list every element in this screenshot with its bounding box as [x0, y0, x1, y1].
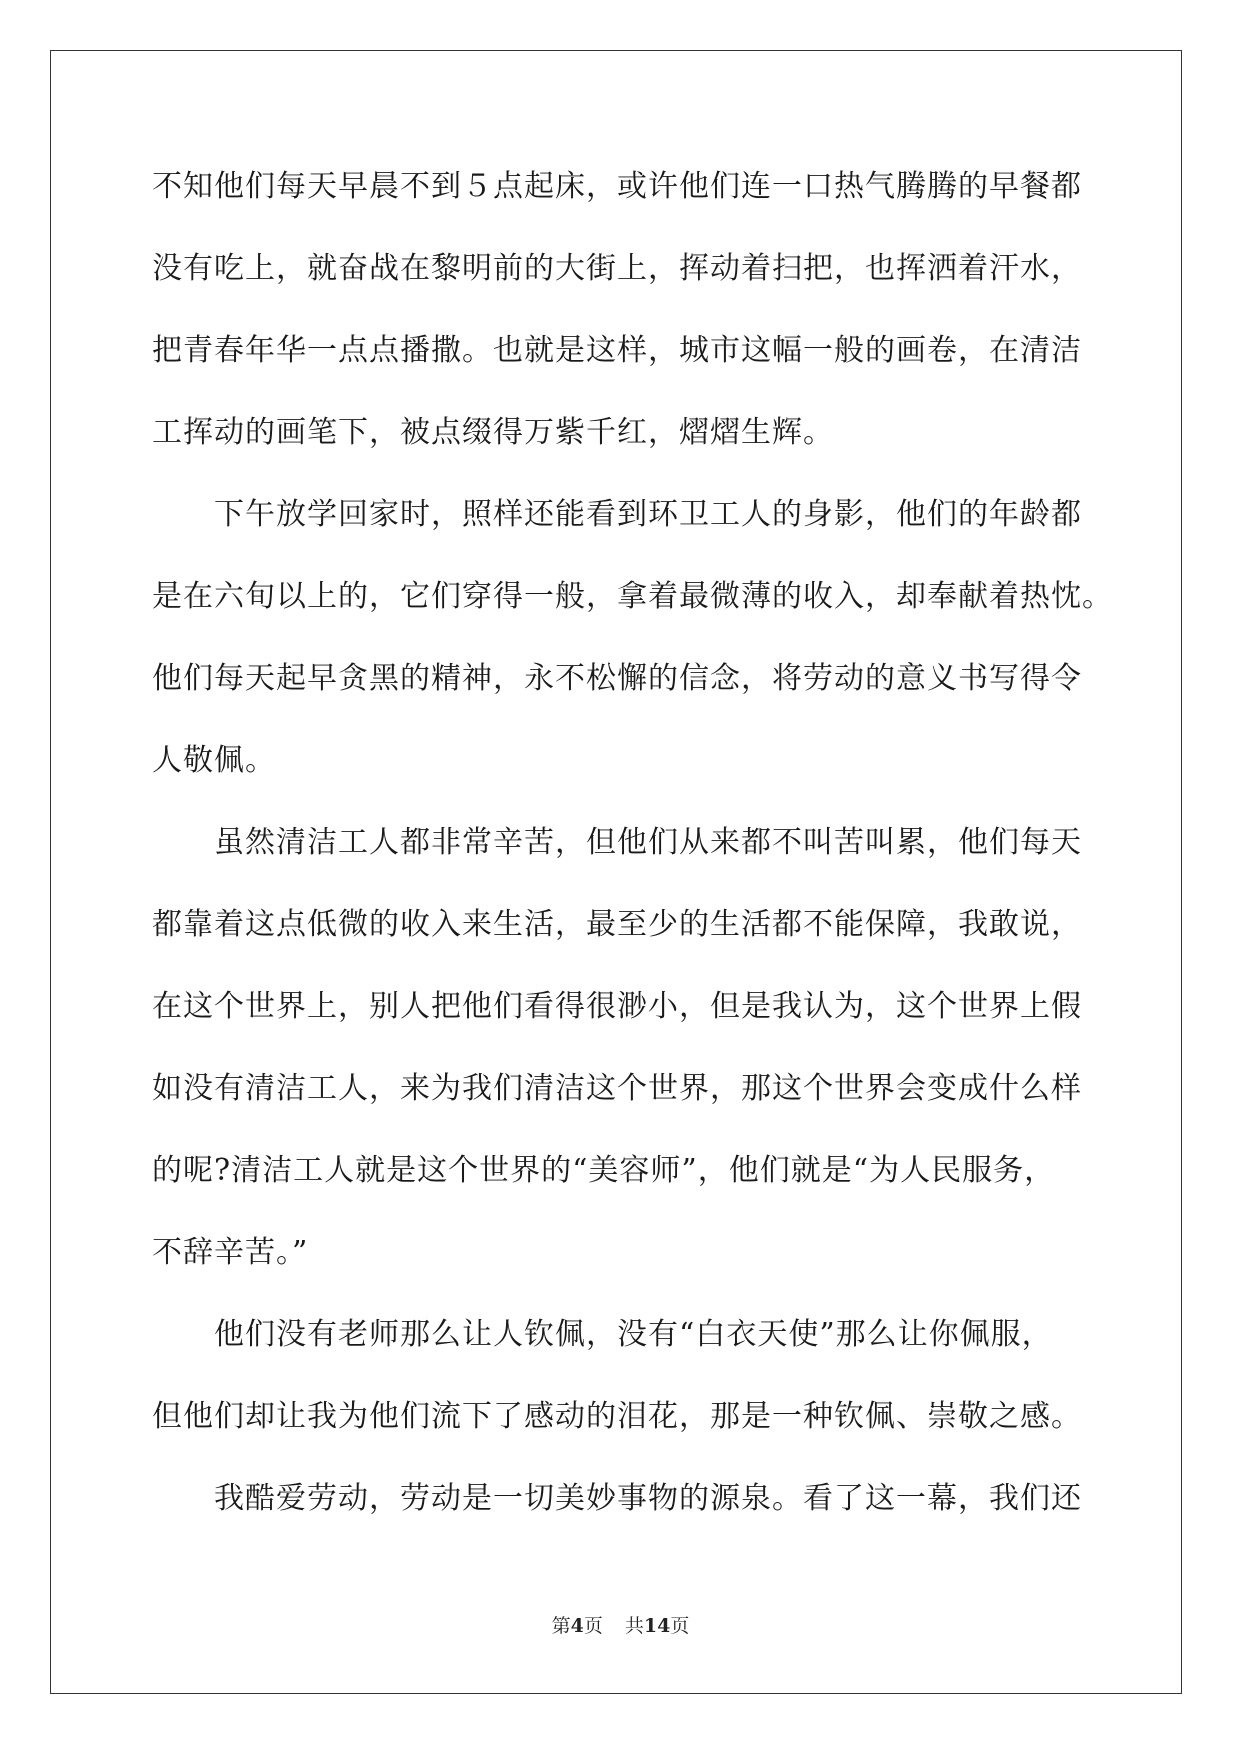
- text-line: 下午放学回家时，照样还能看到环卫工人的身影，他们的年龄都: [152, 497, 1082, 532]
- text-line: 不知他们每天早晨不到５点起床，或许他们连一口热气腾腾的早餐都: [152, 169, 1082, 204]
- page-suffix: 页: [583, 1615, 603, 1637]
- text-line: 我酷爱劳动，劳动是一切美妙事物的源泉。看了这一幕，我们还: [152, 1481, 1082, 1516]
- document-body: [152, 163, 1113, 1557]
- text-line: 都靠着这点低微的收入来生活，最至少的生活都不能保障，我敢说，: [152, 907, 1082, 942]
- text-line: 他们每天起早贪黑的精神，永不松懈的信念，将劳动的意义书写得令: [152, 661, 1082, 696]
- total-prefix: 共: [624, 1615, 644, 1637]
- text-line: 是在六旬以上的，它们穿得一般，拿着最微薄的收入，却奉献着热忱。: [152, 579, 1113, 614]
- text-line: 在这个世界上，别人把他们看得很渺小，但是我认为，这个世界上假: [152, 989, 1082, 1024]
- text-line: 虽然清洁工人都非常辛苦，但他们从来都不叫苦叫累，他们每天: [152, 825, 1082, 860]
- page-prefix: 第: [551, 1615, 571, 1637]
- text-line: 他们没有老师那么让人钦佩，没有“白衣天使”那么让你佩服，: [152, 1317, 1053, 1352]
- text-line: 的呢?清洁工人就是这个世界的“美容师”，他们就是“为人民服务，: [152, 1153, 1056, 1188]
- text-line: 把青春年华一点点播撒。也就是这样，城市这幅一般的画卷，在清洁: [152, 333, 1082, 368]
- text-line: 人敬佩。: [152, 743, 276, 778]
- total-pages: 14: [643, 1615, 671, 1637]
- page-number: 4: [570, 1615, 584, 1637]
- text-line: 但他们却让我为他们流下了感动的泪花，那是一种钦佩、崇敬之感。: [152, 1399, 1082, 1434]
- text-line: 如没有清洁工人，来为我们清洁这个世界，那这个世界会变成什么样: [152, 1071, 1082, 1106]
- text-line: 工挥动的画笔下，被点缀得万紫千红，熠熠生辉。: [152, 415, 834, 450]
- total-suffix: 页: [670, 1615, 690, 1637]
- text-line: 不辞辛苦。”: [152, 1235, 309, 1270]
- page-footer: [0, 1611, 1241, 1638]
- text-line: 没有吃上，就奋战在黎明前的大街上，挥动着扫把，也挥洒着汗水，: [152, 251, 1082, 286]
